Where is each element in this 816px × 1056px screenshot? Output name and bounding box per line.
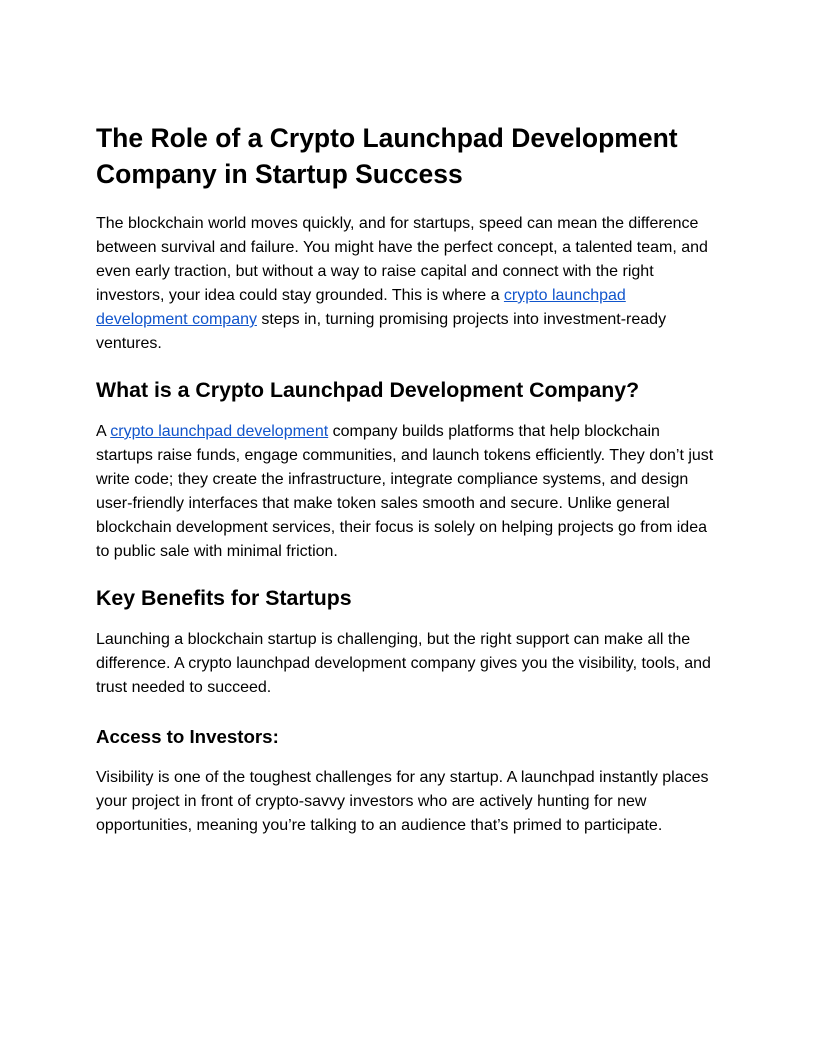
- key-benefits-paragraph: Launching a blockchain startup is challenging, but the right support can make all the difference. A crypto launchpad development company gives you the visibility, tools, and trust needed to succeed.: [96, 631, 711, 696]
- crypto-launchpad-development-link[interactable]: crypto launchpad development: [110, 423, 329, 440]
- heading-what-is-crypto-launchpad: What is a Crypto Launchpad Development Company?: [96, 378, 640, 402]
- access-to-investors-paragraph: Visibility is one of the toughest challenges for any startup. A launchpad instantly places your project in front of crypto-savvy investors who are actively hunting for new opportunities, meaning you’re talking to an audience that’s primed to participate.: [96, 769, 709, 834]
- document-title: The Role of a Crypto Launchpad Development Company in Startup Success: [96, 123, 678, 189]
- intro-paragraph: [96, 212, 720, 356]
- what-is-text-after: company builds platforms that help blockchain startups raise funds, engage communities, and launch tokens efficiently. They don’t just write code; they create the infrastructure, integrate compliance systems, and design user-friendly interfaces that make token sales smooth and secure. Unlike general blockchain development services, their focus is solely on helping projects go from idea to public sale with minimal friction.: [96, 423, 714, 560]
- what-is-text-before: A: [96, 423, 111, 440]
- heading-key-benefits: Key Benefits for Startups: [96, 586, 352, 610]
- heading-access-to-investors: Access to Investors:: [96, 726, 279, 747]
- intro-text-after: steps in, turning promising projects into investment-ready ventures.: [96, 311, 667, 352]
- what-is-paragraph: [96, 420, 720, 564]
- crypto-launchpad-development-company-link[interactable]: crypto launchpad development company: [96, 287, 626, 328]
- intro-text-before: The blockchain world moves quickly, and for startups, speed can mean the difference between survival and failure. You might have the perfect concept, a talented team, and even early traction, but without a way to raise capital and connect with the right investors, your idea could stay grounded. This is where a: [96, 215, 708, 304]
